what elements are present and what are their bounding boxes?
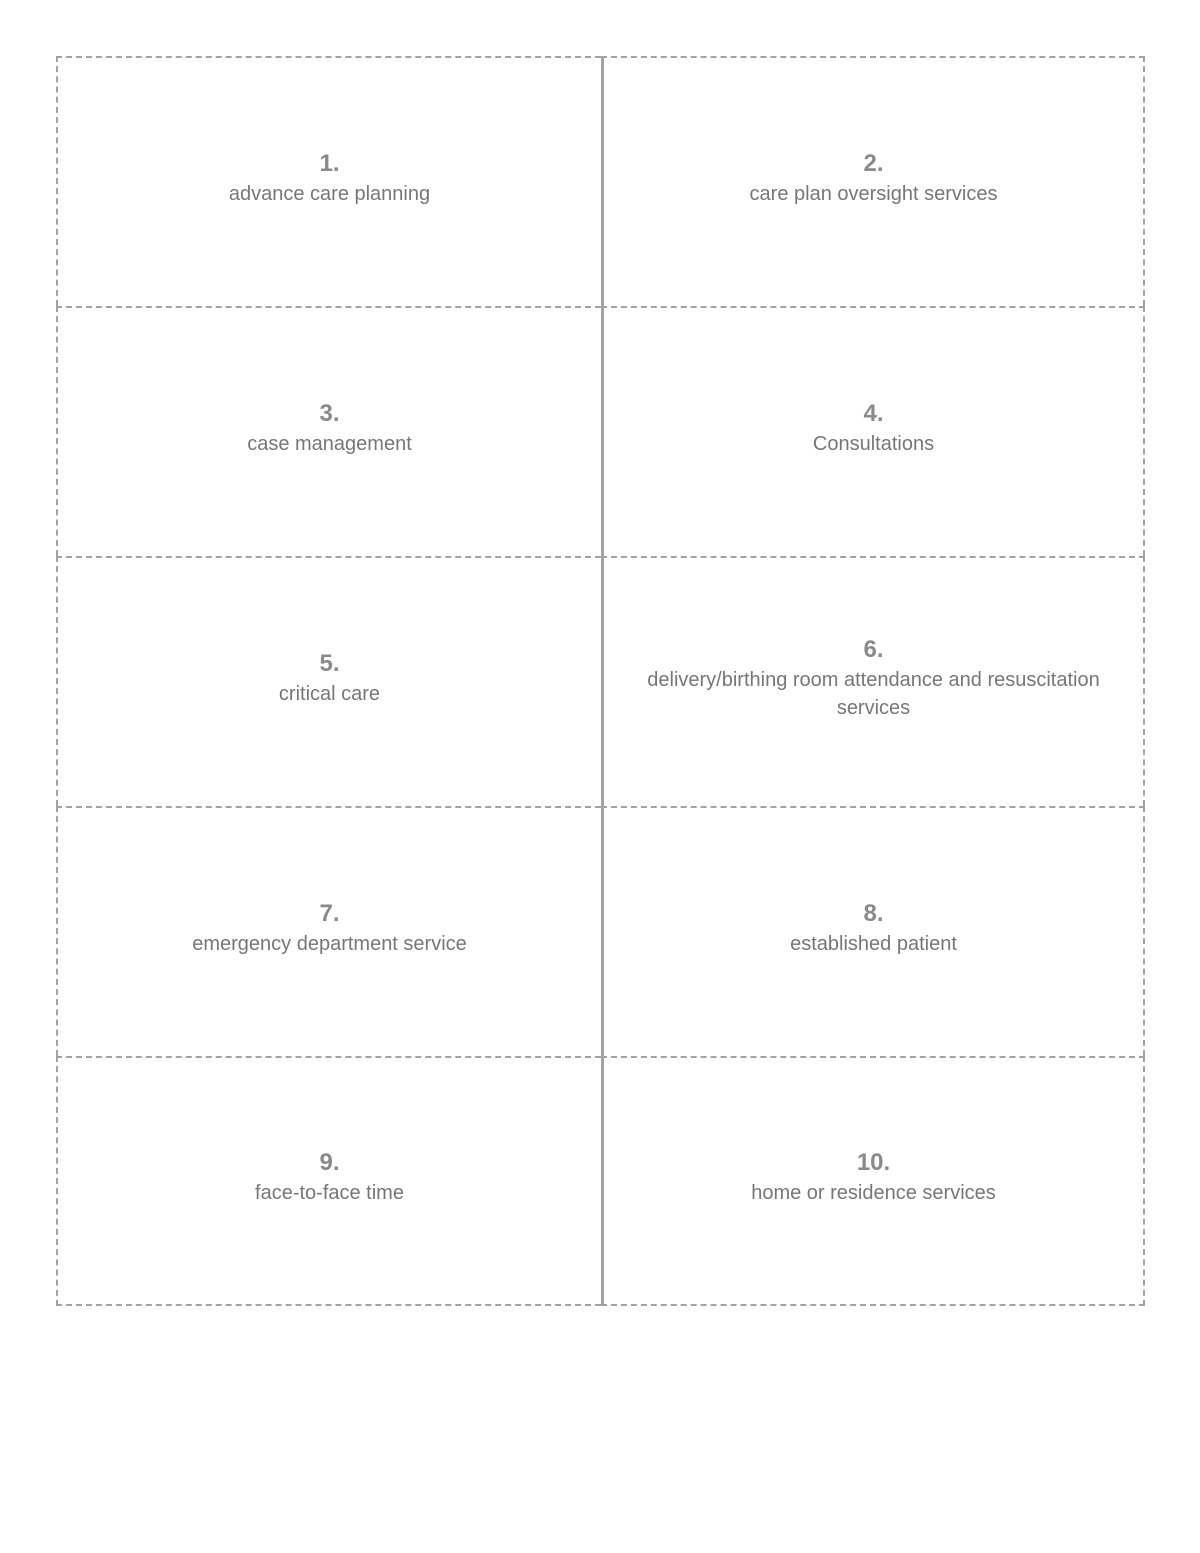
card-term: advance care planning (228, 183, 431, 205)
flashcard (56, 806, 601, 1056)
card-term: delivery/birthing room attendance and resuscitation services (647, 669, 1100, 719)
card-term: case management (247, 433, 412, 455)
card-term: emergency department service (192, 933, 467, 955)
flashcard (56, 556, 601, 806)
card-term: established patient (790, 933, 957, 955)
card-number: 8. (863, 900, 884, 927)
card-number: 6. (863, 636, 884, 663)
card-term: care plan oversight services (749, 183, 998, 205)
flashcard (601, 806, 1145, 1056)
flashcard (601, 306, 1145, 556)
card-term: home or residence services (751, 1182, 996, 1204)
card-number: 3. (319, 400, 340, 427)
card-number: 7. (319, 900, 340, 927)
card-term: Consultations (812, 433, 935, 455)
card-number: 4. (863, 400, 884, 427)
flashcard (56, 306, 601, 556)
card-term: face-to-face time (255, 1182, 404, 1204)
card-number: 1. (319, 150, 340, 177)
card-term: critical care (278, 683, 381, 705)
card-number: 5. (319, 650, 340, 677)
flashcard-sheet (56, 56, 1145, 1306)
card-number: 10. (856, 1149, 891, 1176)
flashcard (601, 1056, 1145, 1306)
card-number: 9. (319, 1149, 340, 1176)
flashcard (56, 56, 601, 306)
flashcard (601, 556, 1145, 806)
flashcard (56, 1056, 601, 1306)
card-number: 2. (863, 150, 884, 177)
flashcard (601, 56, 1145, 306)
